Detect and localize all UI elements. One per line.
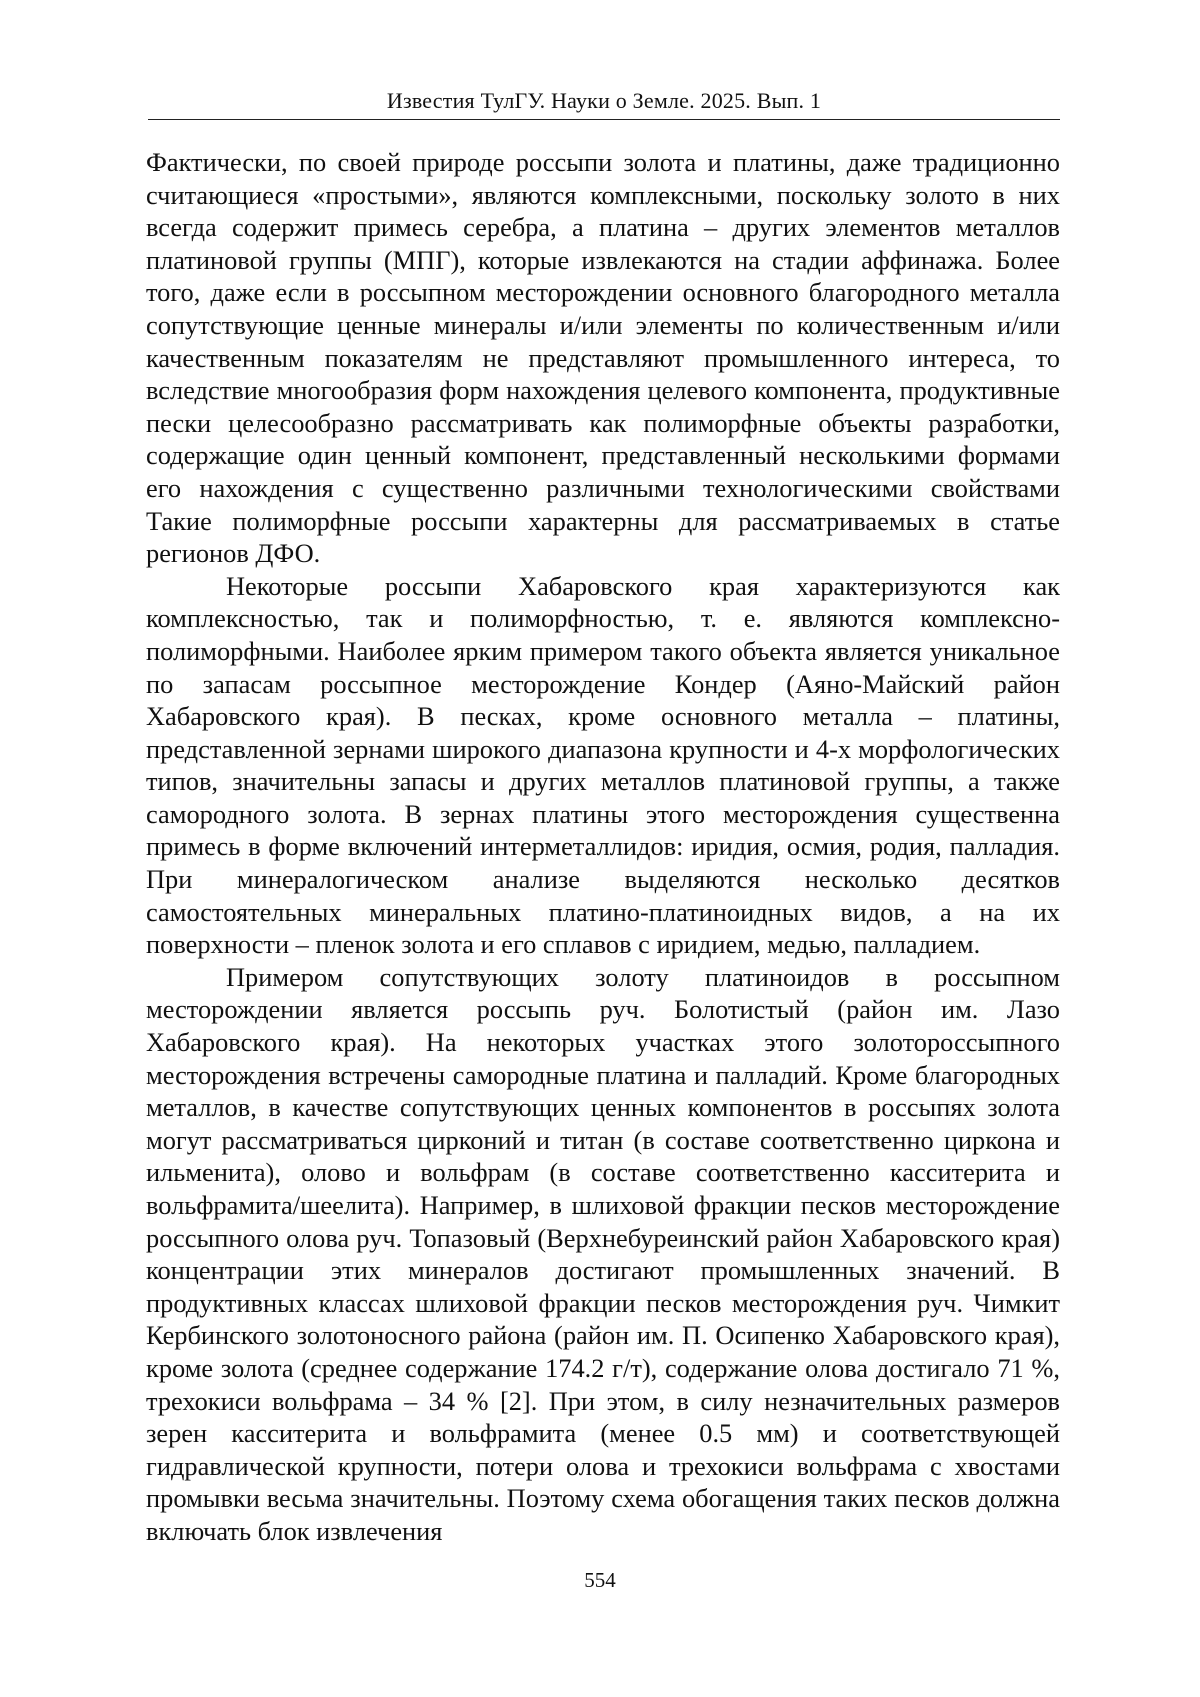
running-header: Известия ТулГУ. Науки о Земле. 2025. Вып. 1 bbox=[386, 88, 822, 113]
page-number: 554 bbox=[584, 1568, 616, 1592]
paragraph-1: Фактически, по своей природе россыпи золота и платины, даже традиционно считающиеся «простыми», являются комплексными, поскольку золото в них всегда содержит примесь серебра, а платина – других элементов металлов платиновой группы (МПГ), которые извлекаются на стадии аффинажа. Более того, даже если в россыпном месторождении основного благородного металла сопутствующие ценные минералы и/или элементы по количественным и/или качественным показателям не представляют промышленного интереса, то вследствие многообразия форм нахождения целевого компонента, продуктивные пески целесообразно рассматривать как полиморфные объекты разработки, содержащие один ценный компонент, представленный несколькими формами его нахождения с существенно различными технологическими свойствами Такие полиморфные россыпи характерны для рассматриваемых в статье регионов ДФО. bbox=[146, 147, 1060, 569]
header-divider bbox=[148, 119, 1060, 120]
paragraph-3: Примером сопутствующих золоту платиноидов в россыпном месторождении является россыпь руч. Болотистый (район им. Лазо Хабаровского края). На некоторых участках этого золотороссыпного месторождения встречены самородные платина и палладий. Кроме благородных металлов, в качестве сопутствующих ценных компонентов в россыпях золота могут рассматриваться цирконий и титан (в составе соответственно циркона и ильменита), олово и вольфрам (в составе соответственно касситерита и вольфрамита/шеелита). Например, в шлиховой фракции песков месторождение россыпного олова руч. Топазовый (Верхнебуреинский район Хабаровского края) концентрации этих минералов достигают промышленных значений. В продуктивных классах шлиховой фракции песков месторождения руч. Чимкит Кербинского золотоносного района (район им. П. Осипенко Хабаровского края), кроме золота (среднее содержание 174.2 г/т), содержание олова достигало 71 %, трехокиси вольфрама – 34 % [2]. При этом, в силу незначительных размеров зерен касситерита и вольфрамита (менее 0.5 мм) и соответствующей гидравлической крупности, потери олова и трехокиси вольфрама с хвостами промывки весьма значительны. Поэтому схема обогащения таких песков должна включать блок извлечения bbox=[146, 961, 1060, 1546]
paragraph-2: Некоторые россыпи Хабаровского края характеризуются как комплексностью, так и полиморфностью, т. е. являются комплексно-полиморфными. Наиболее ярким примером такого объекта является уникальное по запасам россыпное месторождение Кондер (Аяно-Майский район Хабаровского края). В песках, кроме основного металла – платины, представленной зернами широкого диапазона крупности и 4-х морфологических типов, значительны запасы и других металлов платиновой группы, а также самородного золота. В зернах платины этого месторождения существенна примесь в форме включений интерметаллидов: иридия, осмия, родия, палладия. При минералогическом анализе выделяются несколько десятков самостоятельных минеральных платино-платиноидных видов, а на их поверхности – пленок золота и его сплавов с иридием, медью, палладием. bbox=[146, 570, 1060, 960]
article-body bbox=[146, 146, 1060, 1548]
